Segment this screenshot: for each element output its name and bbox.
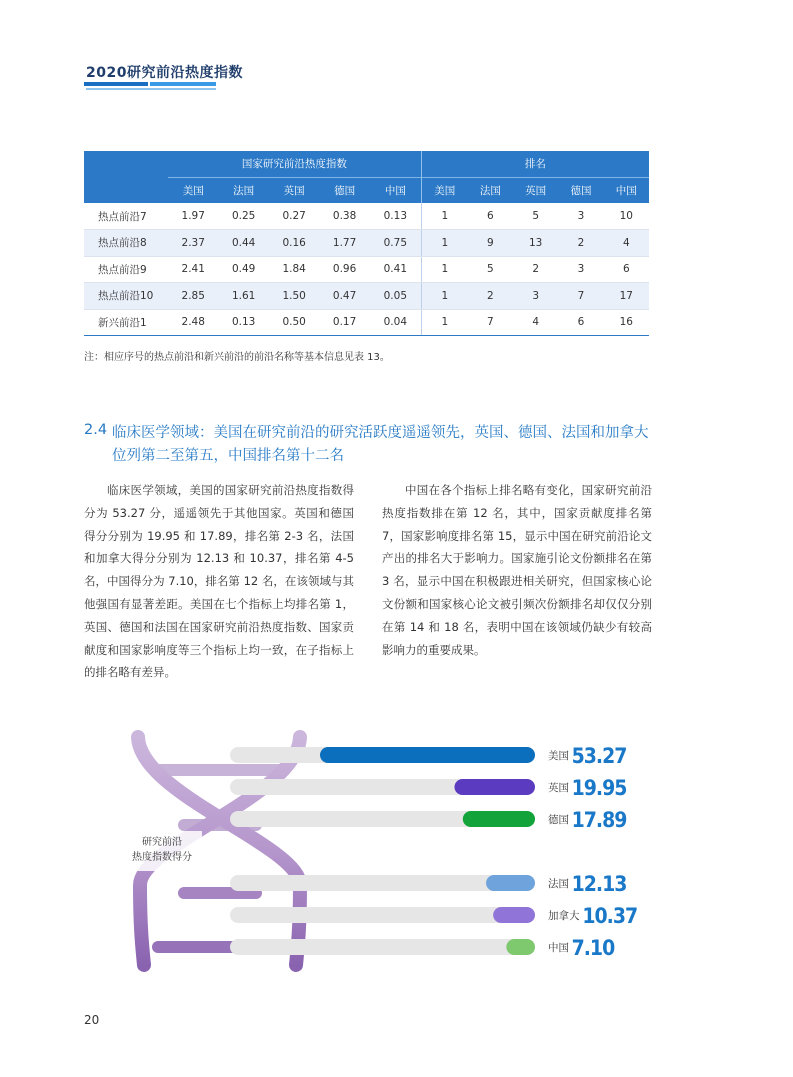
bar-value-label: 7.10 [571,936,615,960]
column-header: 美国 [421,177,467,203]
score-cell: 0.41 [370,256,422,283]
table-corner [84,151,168,203]
bar-category-label: 美国 [548,750,569,762]
rank-cell: 13 [513,230,558,257]
score-cell: 0.27 [269,203,319,230]
column-header: 法国 [218,177,268,203]
column-header: 德国 [319,177,369,203]
bar [454,779,535,795]
score-cell: 1.77 [319,230,369,257]
score-cell: 0.04 [370,309,422,336]
header-accent-bar [84,82,148,86]
bar [486,875,535,891]
rank-cell: 3 [558,203,603,230]
running-header-title: 2020研究前沿热度指数 [86,65,243,81]
bar-value-label: 10.37 [582,904,638,928]
score-cell: 0.49 [218,256,268,283]
score-cell: 0.75 [370,230,422,257]
body-paragraph-right: 中国在各个指标上排名略有变化，国家研究前沿热度指数排在第 12 名，其中，国家贡献度排名第 7，国家影响度排名第 15，显示中国在研究前沿论文产出的排名大于影响力。国家施引论文份额排名在第 3 名，显示中国在积极跟进相关研究，但国家核心论文份额和国家核心论文被引频次份额排名却仅仅分别在第 14 和 18 名，表明中国在该领域仍缺少有较高影响力的重要成果。 [382,483,652,657]
score-cell: 2.48 [168,309,218,336]
table-group-header-index: 国家研究前沿热度指数 [168,151,421,177]
bar-value-label: 19.95 [571,776,627,800]
score-cell: 0.13 [218,309,268,336]
rank-cell: 6 [604,256,649,283]
rank-cell: 4 [513,309,558,336]
table-group-header-rank: 排名 [421,151,649,177]
column-header: 中国 [604,177,649,203]
bar [506,939,535,955]
rank-cell: 10 [604,203,649,230]
score-cell: 0.05 [370,283,422,310]
header-accent-bar [150,82,216,86]
score-cell: 0.38 [319,203,369,230]
chart-title-line: 热度指数得分 [132,852,192,863]
bar-value-label: 12.13 [571,872,627,896]
bar-category-label: 德国 [548,814,569,826]
rank-cell: 5 [513,203,558,230]
rank-cell: 7 [468,309,513,336]
chart-title-line: 研究前沿 [142,837,182,848]
table-note: 注：相应序号的热点前沿和新兴前沿的前沿名称等基本信息见表 13。 [84,352,390,363]
rank-cell: 2 [513,256,558,283]
table-row [84,230,649,257]
score-cell: 0.13 [370,203,422,230]
page-number: 20 [84,1013,100,1027]
bar-category-label: 法国 [548,878,569,890]
rank-cell: 7 [558,283,603,310]
bar-track [230,907,535,923]
row-label: 热点前沿9 [84,256,168,283]
header-accent-bar [86,88,216,90]
column-header: 中国 [370,177,422,203]
rank-cell: 9 [468,230,513,257]
bar [493,907,535,923]
table-row [84,309,649,336]
section-number: 2.4 [84,422,108,438]
rank-cell: 2 [558,230,603,257]
row-label: 新兴前沿1 [84,309,168,336]
rank-cell: 1 [421,309,467,336]
rank-cell: 5 [468,256,513,283]
rank-cell: 1 [421,230,467,257]
score-cell: 2.37 [168,230,218,257]
bar [463,811,535,827]
rank-cell: 1 [421,203,467,230]
score-cell: 0.44 [218,230,268,257]
column-header: 英国 [513,177,558,203]
bar-track [230,939,535,955]
column-header: 英国 [269,177,319,203]
bar-category-label: 中国 [548,942,569,954]
score-cell: 0.17 [319,309,369,336]
rank-cell: 1 [421,256,467,283]
score-cell: 1.84 [269,256,319,283]
rank-cell: 4 [604,230,649,257]
score-cell: 0.16 [269,230,319,257]
bar-category-label: 英国 [548,782,569,794]
rank-cell: 17 [604,283,649,310]
bar [320,747,535,763]
column-header: 美国 [168,177,218,203]
score-cell: 2.41 [168,256,218,283]
column-header: 德国 [558,177,603,203]
bar-value-label: 53.27 [571,744,627,768]
rank-cell: 6 [468,203,513,230]
rank-cell: 16 [604,309,649,336]
score-cell: 0.50 [269,309,319,336]
score-cell: 1.50 [269,283,319,310]
score-cell: 0.96 [319,256,369,283]
score-cell: 0.25 [218,203,268,230]
column-header: 法国 [468,177,513,203]
body-paragraph-left: 临床医学领域，美国的国家研究前沿热度指数得分为 53.27 分，遥遥领先于其他国家。英国和德国得分分别为 19.95 和 17.89，排名第 2-3 名，法国和加拿大得分分别为 12.13 和 10.37，排名第 4-5 名，中国得分为 7.10，排名第 12 名，在该领域与其他强国有显著差距。美国在七个指标上均排名第 1，英国、德国和法国在国家研究前沿热度指数、国家贡献度和国家影响度等三个指标上均一致，在子指标上的排名略有差异。 [84,483,354,680]
rank-cell: 3 [513,283,558,310]
rank-cell: 1 [421,283,467,310]
score-cell: 0.47 [319,283,369,310]
row-label: 热点前沿10 [84,283,168,310]
row-label: 热点前沿7 [84,203,168,230]
table-row [84,203,649,230]
rank-cell: 2 [468,283,513,310]
rank-cell: 6 [558,309,603,336]
row-label: 热点前沿8 [84,230,168,257]
bar-value-label: 17.89 [571,808,627,832]
table-row [84,256,649,283]
table-row [84,283,649,310]
rank-cell: 3 [558,256,603,283]
score-cell: 2.85 [168,283,218,310]
country-heat-index-table [84,151,649,336]
score-cell: 1.61 [218,283,268,310]
bar-category-label: 加拿大 [548,910,580,922]
section-title: 临床医学领域：美国在研究前沿的研究活跃度遥遥领先，英国、德国、法国和加拿大位列第二至第五，中国排名第十二名 [112,425,649,464]
score-cell: 1.97 [168,203,218,230]
heat-index-bar-chart [110,725,710,975]
